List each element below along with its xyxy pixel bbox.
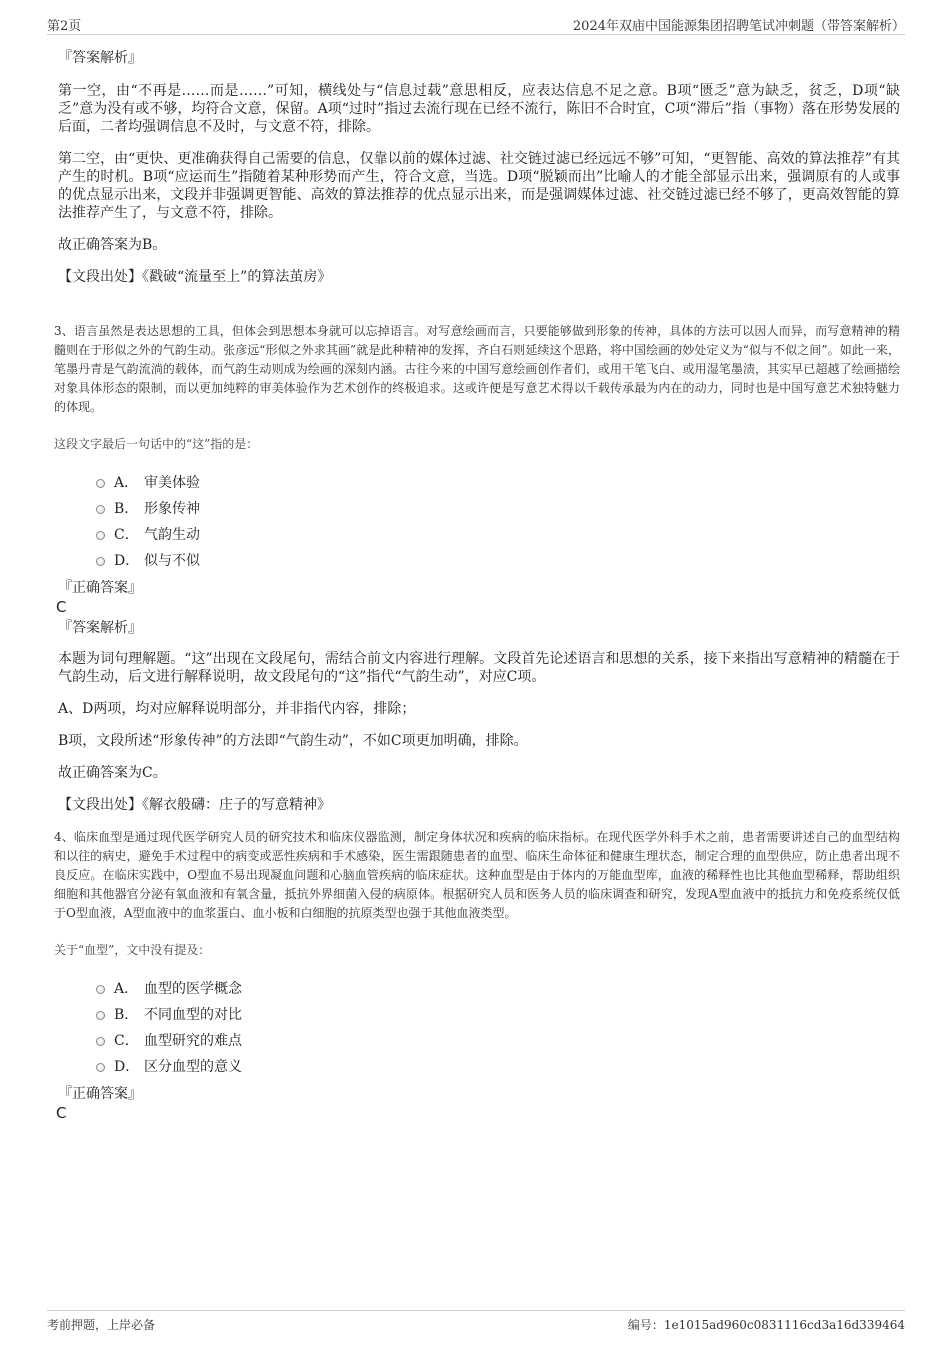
question-3 <box>54 322 900 814</box>
option-letter: C． <box>114 527 139 543</box>
radio-icon[interactable] <box>96 479 105 488</box>
radio-icon[interactable] <box>96 531 105 540</box>
answer-label: 『正确答案』 <box>58 1086 142 1102</box>
question-4 <box>54 828 900 1122</box>
analysis-label: 『答案解析』 <box>58 620 142 636</box>
conclusion: 故正确答案为B。 <box>58 237 167 253</box>
correct-answer: C <box>56 598 67 616</box>
source-citation: 【文段出处】《解衣般礴：庄子的写意精神》 <box>58 797 331 813</box>
option-letter: D． <box>114 553 140 569</box>
analysis-label: 『答案解析』 <box>58 50 142 66</box>
option-text: 不同血型的对比 <box>144 1007 242 1023</box>
question-prompt: 这段文字最后一句话中的“这”指的是： <box>54 437 259 451</box>
option-c[interactable] <box>54 1028 900 1054</box>
radio-icon[interactable] <box>96 985 105 994</box>
option-letter: A． <box>114 475 139 491</box>
page-header <box>47 12 905 35</box>
radio-icon[interactable] <box>96 1063 105 1072</box>
question-passage: 4、临床血型是通过现代医学研究人员的研究技术和临床仪器监测，制定身体状况和疾病的临床指标。在现代医学外科手术之前，患者需要讲述自己的血型结构和以往的病史，避免手术过程中的病变或恶性疾病和手术感染，医生需跟随患者的血型、临床生命体征和健康生理状态，制定合理的血型供应，防止患者出现不良反应。在临床实践中，O型血不易出现凝血问题和心脑血管疾病的临床症状。这种血型是由于体内的万能血型库，血液的稀释性也比其他血型稀释，帮助组织细胞和其他器官分泌有氧血液和有氧含量，抵抗外界细菌入侵的病原体。根据研究人员和医务人员的临床调查和研究，发现A型血液中的抵抗力和免疫系统仅低于O型血液，A型血液中的血浆蛋白、血小板和白细胞的抗原类型也强于其他血液类型。 <box>54 830 900 920</box>
radio-icon[interactable] <box>96 1011 105 1020</box>
option-b[interactable] <box>54 496 900 522</box>
option-list <box>54 470 900 574</box>
option-d[interactable] <box>54 1054 900 1080</box>
answer-label: 『正确答案』 <box>58 580 142 596</box>
option-letter: A． <box>114 981 139 997</box>
option-a[interactable] <box>54 470 900 496</box>
question-prompt: 关于“血型”，文中没有提及： <box>54 943 211 957</box>
source-citation: 【文段出处】《戳破“流量至上”的算法茧房》 <box>58 269 332 285</box>
option-list <box>54 976 900 1080</box>
option-letter: B． <box>114 1007 139 1023</box>
page-number: 第2页 <box>47 19 82 34</box>
option-text: 区分血型的意义 <box>144 1059 242 1075</box>
option-text: 血型研究的难点 <box>144 1033 242 1049</box>
analysis-paragraph: 第二空，由“更快、更准确获得自己需要的信息，仅靠以前的媒体过滤、社交链过滤已经远远不够”可知，“更智能、高效的算法推荐”有其产生的时机。B项“应运而生”指随着某种形势而产生，符合文意，当选。D项“脱颖而出”比喻人的才能全部显示出来，强调原有的人或事的优点显示出来，文段并非强调更智能、高效的算法推荐的优点显示出来，而是强调媒体过滤、社交链过滤已经不够了，更高效智能的算法推荐产生了，与文意不符，排除。 <box>58 151 900 221</box>
option-text: 审美体验 <box>144 475 200 491</box>
option-b[interactable] <box>54 1002 900 1028</box>
option-a[interactable] <box>54 976 900 1002</box>
radio-icon[interactable] <box>96 505 105 514</box>
radio-icon[interactable] <box>96 1037 105 1046</box>
analysis-paragraph: A、D两项，均对应解释说明部分，并非指代内容，排除； <box>58 701 416 717</box>
analysis-paragraph: 第一空，由“不再是……而是……”可知，横线处与“信息过载”意思相反，应表达信息不足之意。B项“匮乏”意为缺乏，贫乏，D项“缺乏”意为没有或不够，均符合文意，保留。A项“过时”指过去流行现在已经不流行，陈旧不合时宜，C项“滞后”指（事物）落在形势发展的后面，二者均强调信息不及时，与文意不符，排除。 <box>58 83 900 135</box>
question-passage: 3、语言虽然是表达思想的工具，但体会到思想本身就可以忘掉语言。对写意绘画而言，只要能够做到形象的传神，具体的方法可以因人而异，而写意精神的精髓则在于形似之外的气韵生动。张彦远“形似之外求其画”就是此种精神的发挥，齐白石则延续这个思路，将中国绘画的妙处定义为“似与不似之间”。如此一来，笔墨丹青是气韵流淌的载体，而气韵生动则成为绘画的深刻内涵。古往今来的中国写意绘画创作者们，或用干笔飞白、或用湿笔墨渍，其实早已超越了绘画描绘对象具体形态的限制，而以更加纯粹的审美体验作为艺术创作的终极追求。这或许便是写意艺术得以千载传承最为内在的动力，同时也是中国写意艺术独特魅力的体现。 <box>54 324 900 414</box>
option-d[interactable] <box>54 548 900 574</box>
page-footer <box>47 1310 905 1335</box>
option-letter: C． <box>114 1033 139 1049</box>
analysis-paragraph: B项，文段所述“形象传神”的方法即“气韵生动”，不如C项更加明确，排除。 <box>58 733 528 749</box>
document-title: 2024年双庙中国能源集团招聘笔试冲刺题（带答案解析） <box>572 19 905 34</box>
option-letter: D． <box>114 1059 140 1075</box>
correct-answer: C <box>56 1104 67 1122</box>
option-text: 气韵生动 <box>144 527 200 543</box>
option-c[interactable] <box>54 522 900 548</box>
document-code: 编号：1e1015ad960c0831116cd3a16d339464 <box>627 1318 905 1332</box>
conclusion: 故正确答案为C。 <box>58 765 167 781</box>
option-text: 似与不似 <box>144 553 200 569</box>
option-text: 血型的医学概念 <box>144 981 242 997</box>
radio-icon[interactable] <box>96 557 105 566</box>
footer-motto: 考前押题，上岸必备 <box>47 1318 156 1332</box>
question-2-analysis <box>54 48 900 286</box>
option-text: 形象传神 <box>144 501 200 517</box>
option-letter: B． <box>114 501 139 517</box>
page-content <box>54 40 900 1122</box>
analysis-paragraph: 本题为词句理解题。“这”出现在文段尾句，需结合前文内容进行理解。文段首先论述语言和思想的关系，接下来指出写意精神的精髓在于气韵生动，后文进行解释说明，故文段尾句的“这”指代“气韵生动”，对应C项。 <box>58 651 900 685</box>
